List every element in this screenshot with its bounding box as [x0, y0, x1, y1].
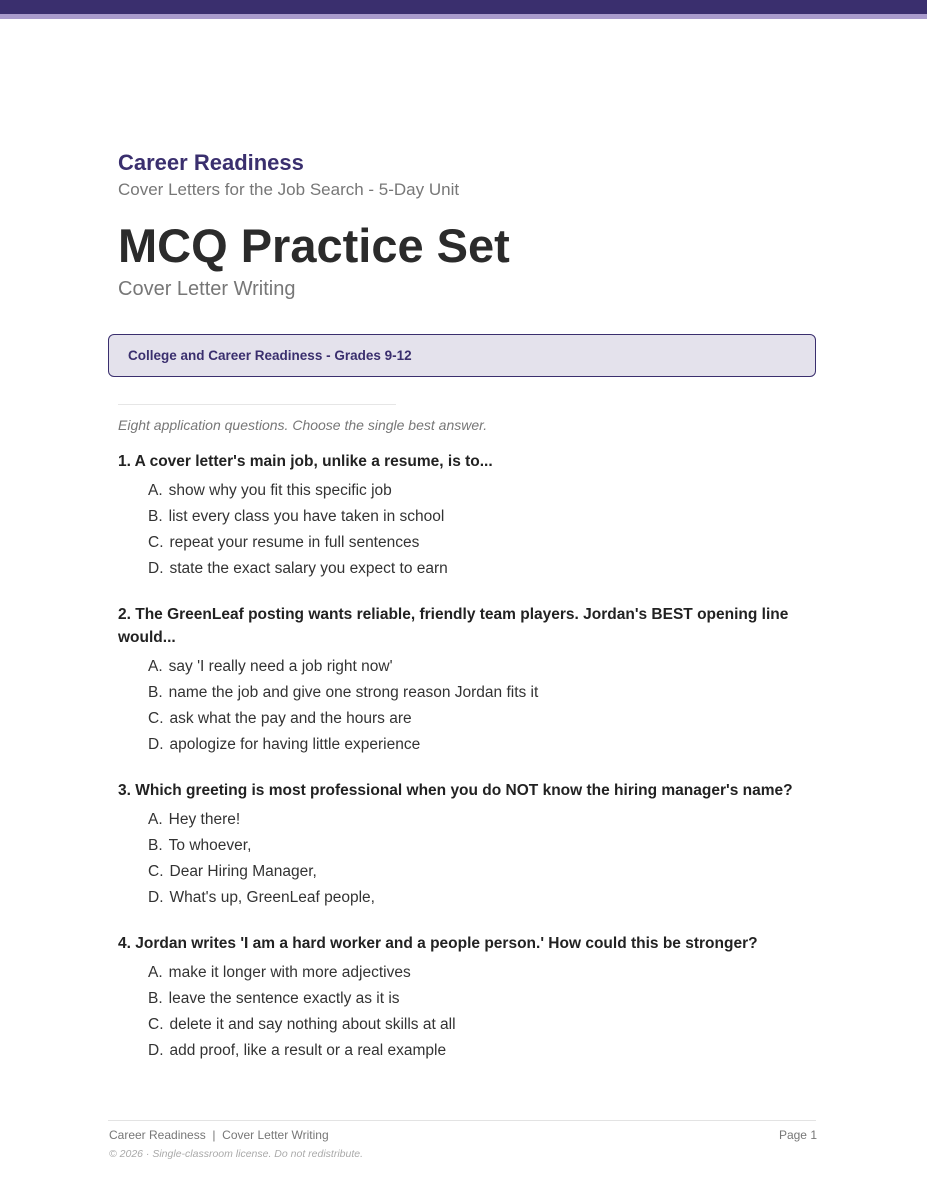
option-letter: D.	[148, 560, 164, 577]
answer-option	[118, 680, 818, 706]
option-text: show why you fit this specific job	[168, 482, 392, 499]
topic-subtitle: Cover Letter Writing	[118, 278, 296, 300]
document-header	[118, 150, 818, 302]
option-text: To whoever,	[168, 837, 252, 854]
answer-option	[118, 885, 818, 911]
divider	[118, 404, 396, 405]
answer-option	[118, 1038, 818, 1064]
answer-option	[118, 986, 818, 1012]
question-item	[118, 932, 818, 1064]
answer-option	[118, 556, 818, 582]
instructions: Eight application questions. Choose the single best answer.	[118, 417, 488, 433]
question-item	[118, 603, 818, 758]
option-text: list every class you have taken in school	[168, 508, 445, 525]
option-text: repeat your resume in full sentences	[169, 534, 420, 551]
footer-divider	[108, 1120, 816, 1121]
option-letter: C.	[148, 1016, 164, 1033]
option-text: add proof, like a result or a real example	[169, 1042, 447, 1059]
option-letter: A.	[148, 964, 163, 981]
option-letter: C.	[148, 710, 164, 727]
option-text: Hey there!	[168, 811, 241, 828]
option-letter: A.	[148, 658, 163, 675]
question-text: 3. Which greeting is most professional when you do NOT know the hiring manager's name?	[118, 782, 793, 799]
answer-option	[118, 732, 818, 758]
option-letter: D.	[148, 1042, 164, 1059]
answer-option	[118, 960, 818, 986]
page-title: MCQ Practice Set	[118, 219, 510, 272]
subject-heading: Career Readiness	[118, 150, 304, 175]
option-text: make it longer with more adjectives	[168, 964, 411, 981]
header-bar	[0, 0, 927, 14]
answer-option	[118, 859, 818, 885]
question-list	[118, 450, 818, 1085]
answer-option	[118, 504, 818, 530]
footer-title: Career Readiness | Cover Letter Writing	[109, 1128, 329, 1142]
option-letter: C.	[148, 863, 164, 880]
option-text: state the exact salary you expect to earn	[169, 560, 448, 577]
option-letter: B.	[148, 684, 163, 701]
option-letter: B.	[148, 837, 163, 854]
option-letter: D.	[148, 889, 164, 906]
answer-option	[118, 530, 818, 556]
question-item	[118, 450, 818, 582]
option-text: name the job and give one strong reason Jordan fits it	[168, 684, 539, 701]
option-text: delete it and say nothing about skills at all	[169, 1016, 456, 1033]
answer-options	[118, 654, 818, 758]
answer-options	[118, 960, 818, 1064]
option-letter: A.	[148, 482, 163, 499]
answer-option	[118, 654, 818, 680]
answer-option	[118, 833, 818, 859]
question-text: 1. A cover letter's main job, unlike a resume, is to...	[118, 453, 493, 470]
answer-option	[118, 807, 818, 833]
header-bar-accent	[0, 14, 927, 19]
option-text: say 'I really need a job right now'	[168, 658, 393, 675]
answer-option	[118, 1012, 818, 1038]
option-text: Dear Hiring Manager,	[169, 863, 317, 880]
answer-option	[118, 706, 818, 732]
grade-banner-text: College and Career Readiness - Grades 9-12	[128, 348, 412, 363]
question-text: 4. Jordan writes 'I am a hard worker and a people person.' How could this be stronger?	[118, 935, 758, 952]
grade-banner	[108, 334, 816, 377]
option-letter: A.	[148, 811, 163, 828]
option-text: ask what the pay and the hours are	[169, 710, 412, 727]
page-number: Page 1	[778, 1128, 817, 1142]
option-letter: D.	[148, 736, 164, 753]
answer-option	[118, 478, 818, 504]
unit-subtitle: Cover Letters for the Job Search - 5-Day Unit	[118, 180, 460, 199]
answer-options	[118, 807, 818, 911]
option-text: apologize for having little experience	[169, 736, 421, 753]
answer-options	[118, 478, 818, 582]
license-note: © 2026 · Single-classroom license. Do not redistribute.	[109, 1148, 364, 1160]
option-letter: B.	[148, 990, 163, 1007]
question-item	[118, 779, 818, 911]
option-letter: B.	[148, 508, 163, 525]
option-text: What's up, GreenLeaf people,	[169, 889, 375, 906]
option-text: leave the sentence exactly as it is	[168, 990, 400, 1007]
option-letter: C.	[148, 534, 164, 551]
question-text: 2. The GreenLeaf posting wants reliable, friendly team players. Jordan's BEST opening line would...	[118, 606, 789, 646]
